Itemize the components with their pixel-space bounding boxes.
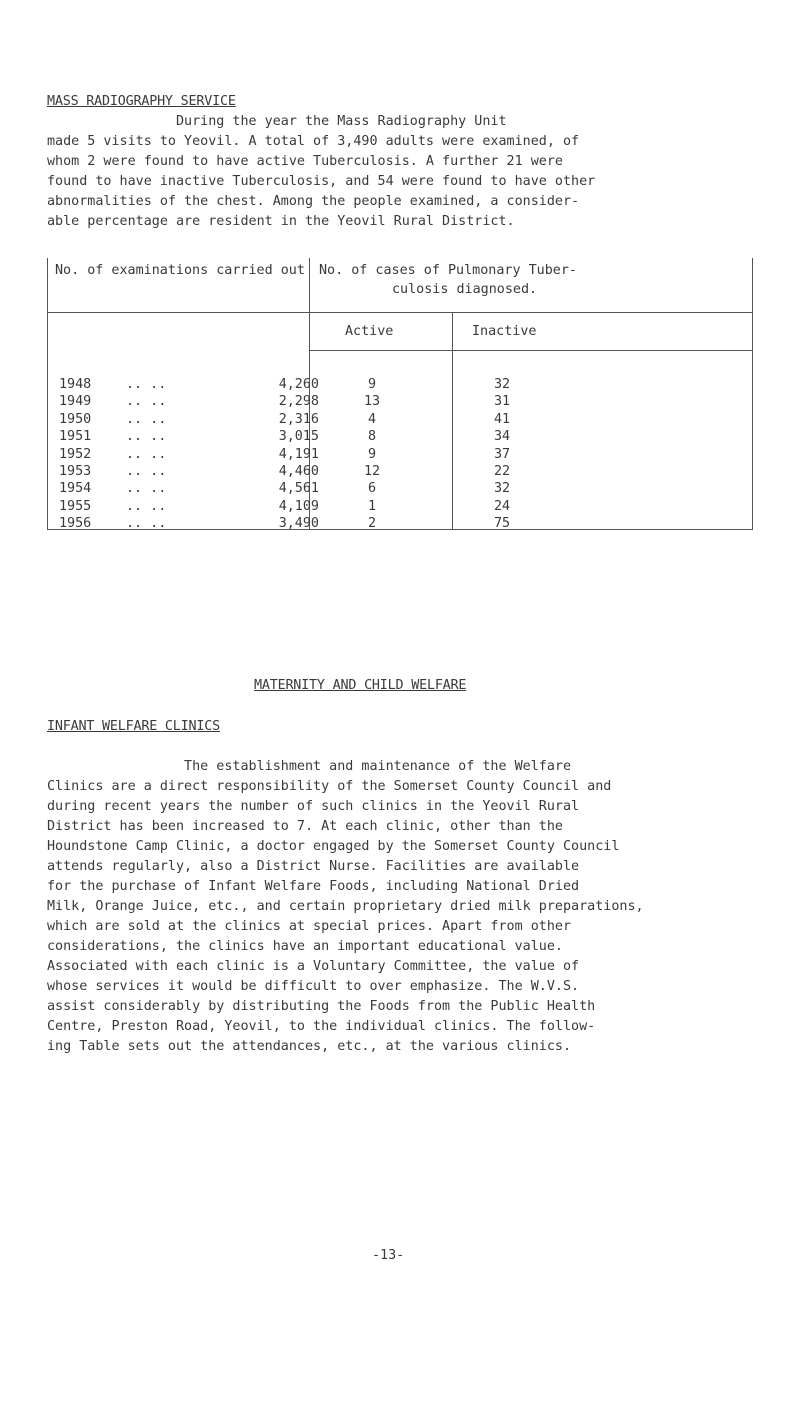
maternity-heading: MATERNITY AND CHILD WELFARE <box>254 678 467 693</box>
row-year: 1950 <box>59 411 92 427</box>
row-active-cases: 2 <box>367 516 377 532</box>
row-year: 1952 <box>59 446 92 462</box>
paragraph-line: attends regularly, also a District Nurse. Facilities are available <box>47 859 580 874</box>
row-active-cases: 9 <box>367 377 377 392</box>
row-inactive-cases: 24 <box>493 498 511 514</box>
row-examinations: 4,260 <box>278 377 319 392</box>
row-active-cases: 1 <box>367 498 377 514</box>
col-active-header: Active <box>345 324 394 339</box>
paragraph-line: found to have inactive Tuberculosis, and 54 were found to have other <box>47 174 596 189</box>
infant-welfare-heading: INFANT WELFARE CLINICS <box>47 719 220 734</box>
row-year: 1955 <box>59 498 92 514</box>
row-leader-dots: .. .. <box>126 446 167 462</box>
table-border-right <box>752 258 753 530</box>
paragraph-line: District has been increased to 7. At each clinic, other than the <box>47 819 563 834</box>
row-leader-dots: .. .. <box>126 464 167 479</box>
tuberculosis-table <box>47 258 753 530</box>
paragraph-line: assist considerably by distributing the Foods from the Public Health <box>47 999 596 1014</box>
row-inactive-cases: 32 <box>493 377 511 392</box>
row-leader-dots: .. .. <box>126 394 167 410</box>
row-leader-dots: .. .. <box>126 481 167 497</box>
row-examinations: 3,490 <box>278 516 319 532</box>
row-examinations: 2,316 <box>278 411 319 427</box>
paragraph-line: Houndstone Camp Clinic, a doctor engaged by the Somerset County Council <box>47 839 620 854</box>
row-examinations: 3,015 <box>278 429 319 445</box>
row-inactive-cases: 34 <box>493 429 511 445</box>
row-leader-dots: .. .. <box>126 377 167 392</box>
paragraph-line: which are sold at the clinics at special prices. Apart from other <box>47 919 572 934</box>
row-leader-dots: .. .. <box>126 411 167 427</box>
row-active-cases: 4 <box>367 411 377 427</box>
row-inactive-cases: 22 <box>493 464 511 479</box>
col-examinations-header: No. of examinations carried out <box>55 263 305 278</box>
row-active-cases: 12 <box>363 464 381 479</box>
table-divider-2 <box>452 312 453 530</box>
table-rule-top <box>47 312 753 313</box>
col-inactive-header: Inactive <box>472 324 537 339</box>
row-year: 1954 <box>59 481 92 497</box>
paragraph-line: whom 2 were found to have active Tuberculosis. A further 21 were <box>47 154 563 169</box>
infant-welfare-paragraph <box>47 757 644 1057</box>
row-year: 1948 <box>59 377 92 392</box>
table-border-left <box>47 258 48 530</box>
row-inactive-cases: 41 <box>493 411 511 427</box>
page-number: -13- <box>372 1248 405 1263</box>
paragraph-line: Clinics are a direct responsibility of the Somerset County Council and <box>47 779 612 794</box>
paragraph-line: whose services it would be difficult to over emphasize. The W.V.S. <box>47 979 580 994</box>
row-year: 1949 <box>59 394 92 410</box>
row-examinations: 4,561 <box>278 481 319 497</box>
paragraph-line: Centre, Preston Road, Yeovil, to the individual clinics. The follow- <box>47 1019 596 1034</box>
row-examinations: 4,460 <box>278 464 319 479</box>
row-examinations: 2,298 <box>278 394 319 410</box>
row-leader-dots: .. .. <box>126 429 167 445</box>
row-year: 1951 <box>59 429 92 445</box>
row-active-cases: 13 <box>363 394 381 410</box>
paragraph-line: considerations, the clinics have an important educational value. <box>47 939 563 954</box>
table-rule-subheader <box>309 350 753 351</box>
row-inactive-cases: 37 <box>493 446 511 462</box>
col-cases-header-line1: No. of cases of Pulmonary Tuber- <box>319 263 577 278</box>
paragraph-line: abnormalities of the chest. Among the people examined, a consider- <box>47 194 580 209</box>
paragraph-line: during recent years the number of such clinics in the Yeovil Rural <box>47 799 580 814</box>
paragraph-line: made 5 visits to Yeovil. A total of 3,490 adults were examined, of <box>47 134 580 149</box>
paragraph-line: for the purchase of Infant Welfare Foods, including National Dried <box>47 879 580 894</box>
row-active-cases: 6 <box>367 481 377 497</box>
paragraph-line: ing Table sets out the attendances, etc., at the various clinics. <box>47 1039 572 1054</box>
row-year: 1953 <box>59 464 92 479</box>
row-inactive-cases: 32 <box>493 481 511 497</box>
mass-radiography-heading: MASS RADIOGRAPHY SERVICE <box>47 94 236 109</box>
row-inactive-cases: 75 <box>493 516 511 532</box>
col-cases-header-line2: culosis diagnosed. <box>392 282 538 297</box>
mass-radiography-paragraph <box>47 112 595 232</box>
row-inactive-cases: 31 <box>493 394 511 410</box>
row-leader-dots: .. .. <box>126 516 167 532</box>
row-examinations: 4,191 <box>278 446 319 462</box>
paragraph-line: During the year the Mass Radiography Unit <box>47 114 507 129</box>
paragraph-line: The establishment and maintenance of the Welfare <box>47 759 572 774</box>
row-examinations: 4,109 <box>278 498 319 514</box>
paragraph-line: able percentage are resident in the Yeovil Rural District. <box>47 214 515 229</box>
row-active-cases: 9 <box>367 446 377 462</box>
row-year: 1956 <box>59 516 92 532</box>
row-leader-dots: .. .. <box>126 498 167 514</box>
paragraph-line: Associated with each clinic is a Voluntary Committee, the value of <box>47 959 580 974</box>
row-active-cases: 8 <box>367 429 377 445</box>
paragraph-line: Milk, Orange Juice, etc., and certain proprietary dried milk preparations, <box>47 899 644 914</box>
